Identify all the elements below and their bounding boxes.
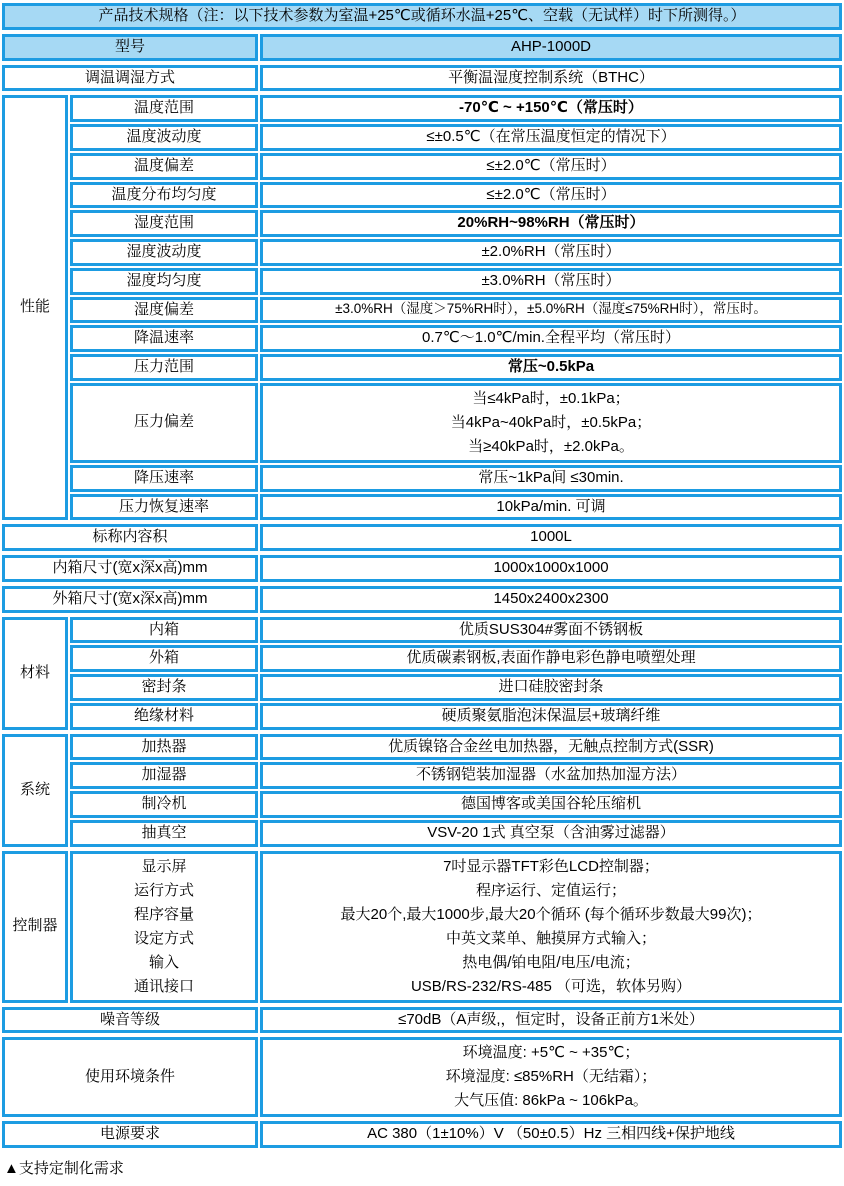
spec-row-value: ≤±2.0℃（常压时） [260, 182, 842, 209]
mode-label: 调温调湿方式 [2, 65, 258, 92]
pressure-deviation-line: 当4kPa~40kPa时，±0.5kPa； [450, 413, 652, 431]
page-title: 产品技术规格（注：以下技术参数为室温+25℃或循环水温+25℃、空载（无试样）时下所测得。） [2, 3, 842, 30]
volume-section [2, 524, 842, 551]
spec-row-value: 优质镍铬合金丝电加热器，无触点控制方式(SSR) [260, 734, 842, 761]
spec-row-value: ±3.0%RH（常压时） [260, 268, 842, 295]
spec-row-label: 压力偏差 [70, 383, 258, 463]
spec-row-label: 压力范围 [70, 354, 258, 381]
environment-section [2, 1037, 842, 1117]
spec-row-label: 降压速率 [70, 465, 258, 492]
spec-row-value [260, 383, 842, 463]
controller-group-label: 控制器 [2, 851, 68, 1003]
spec-row-value [260, 1037, 842, 1117]
spec-row-value: AC 380（1±10%）V （50±0.5）Hz 三相四线+保护地线 [260, 1121, 842, 1148]
spec-row-value: VSV-20 1式 真空泵（含油雾过滤器） [260, 820, 842, 847]
controller-label: 运行方式 [133, 881, 194, 899]
mode-value: 平衡温湿度控制系统（BTHC） [260, 65, 842, 92]
spec-row-value: 不锈钢铠装加湿器（水盆加热加湿方法） [260, 762, 842, 789]
controller-label: 通讯接口 [133, 977, 194, 995]
spec-row-value: 1000x1000x1000 [260, 555, 842, 582]
spec-row-label: 加热器 [70, 734, 258, 761]
controller-value: 程序运行、定值运行； [475, 881, 626, 899]
mode-section [2, 65, 842, 92]
spec-row-value: 20%RH~98%RH（常压时） [260, 210, 842, 237]
pressure-deviation-line: 当≤4kPa时，±0.1kPa； [472, 389, 630, 407]
spec-row-value: 进口硅胶密封条 [260, 674, 842, 701]
spec-row-value: 常压~0.5kPa [260, 354, 842, 381]
spec-row-value: ≤70dB（A声级,，恒定时，设备正前方1米处） [260, 1007, 842, 1034]
spec-row-value: 常压~1kPa间 ≤30min. [260, 465, 842, 492]
spec-row-label: 绝缘材料 [70, 703, 258, 730]
controller-labels [70, 851, 258, 1003]
spec-row-value: 德国博客或美国谷轮压缩机 [260, 791, 842, 818]
spec-row-label: 噪音等级 [2, 1007, 258, 1034]
spec-row-label: 标称内容积 [2, 524, 258, 551]
environment-line: 大气压值: 86kPa ~ 106kPa。 [454, 1092, 648, 1110]
customization-note: ▲支持定制化需求 [4, 1160, 124, 1177]
material-section [2, 617, 842, 730]
performance-group-label: 性能 [2, 95, 68, 520]
title-section [2, 3, 842, 30]
performance-section [2, 95, 842, 520]
power-section [2, 1121, 842, 1148]
controller-label: 程序容量 [133, 905, 194, 923]
spec-row-value: ≤±2.0℃（常压时） [260, 153, 842, 180]
spec-row-label: 外箱尺寸(宽x深x高)mm [2, 586, 258, 613]
spec-row-value: 1450x2400x2300 [260, 586, 842, 613]
spec-row-value: 优质SUS304#雾面不锈钢板 [260, 617, 842, 644]
spec-row-value: 1000L [260, 524, 842, 551]
model-label: 型号 [2, 34, 258, 61]
spec-row-label: 加湿器 [70, 762, 258, 789]
spec-row-label: 温度范围 [70, 95, 258, 122]
inner-size-section [2, 555, 842, 582]
spec-row-value: 0.7℃～1.0℃/min.全程平均（常压时） [260, 325, 842, 352]
controller-value: 中英文菜单、触摸屏方式输入； [445, 929, 656, 947]
controller-value: 热电偶/铂电阻/电压/电流； [462, 953, 640, 971]
spec-row-value: ±2.0%RH（常压时） [260, 239, 842, 266]
controller-label: 显示屏 [141, 857, 187, 875]
spec-row-label: 温度波动度 [70, 124, 258, 151]
spec-row-value: -70℃ ~ +150℃（常压时） [260, 95, 842, 122]
environment-line: 环境湿度: ≤85%RH（无结霜）； [445, 1068, 657, 1086]
spec-row-label: 使用环境条件 [2, 1037, 258, 1117]
model-section [2, 34, 842, 61]
spec-row-label: 湿度均匀度 [70, 268, 258, 295]
controller-values [260, 851, 842, 1003]
outer-size-section [2, 586, 842, 613]
pressure-deviation-line: 当≥40kPa时，±2.0kPa。 [468, 437, 634, 455]
controller-value: 最大20个,最大1000步,最大20个循环 (每个循环步数最大99次)； [340, 905, 762, 923]
spec-row-label: 湿度偏差 [70, 297, 258, 324]
spec-row-value: ±3.0%RH（湿度＞75%RH时），±5.0%RH（湿度≤75%RH时），常压时。 [260, 297, 842, 324]
environment-line: 环境温度: +5℃ ~ +35℃； [462, 1044, 640, 1062]
controller-label: 设定方式 [133, 929, 194, 947]
spec-row-label: 密封条 [70, 674, 258, 701]
spec-row-label: 湿度波动度 [70, 239, 258, 266]
noise-section [2, 1007, 842, 1034]
model-value: AHP-1000D [260, 34, 842, 61]
spec-row-label: 内箱 [70, 617, 258, 644]
system-group-label: 系统 [2, 734, 68, 847]
system-section [2, 734, 842, 847]
spec-row-label: 内箱尺寸(宽x深x高)mm [2, 555, 258, 582]
spec-row-label: 抽真空 [70, 820, 258, 847]
controller-value: USB/RS-232/RS-485 （可选，软体另购） [410, 977, 692, 995]
spec-row-label: 温度偏差 [70, 153, 258, 180]
spec-row-label: 电源要求 [2, 1121, 258, 1148]
controller-value: 7吋显示器TFT彩色LCD控制器； [443, 857, 659, 875]
controller-label: 输入 [148, 953, 179, 971]
material-group-label: 材料 [2, 617, 68, 730]
spec-row-label: 制冷机 [70, 791, 258, 818]
spec-row-label: 温度分布均匀度 [70, 182, 258, 209]
spec-row-value: 优质碳素钢板,表面作静电彩色静电喷塑处理 [260, 645, 842, 672]
controller-section [2, 851, 842, 1003]
spec-row-label: 降温速率 [70, 325, 258, 352]
spec-row-value: ≤±0.5℃（在常压温度恒定的情况下） [260, 124, 842, 151]
spec-row-value: 硬质聚氨脂泡沫保温层+玻璃纤维 [260, 703, 842, 730]
spec-row-label: 外箱 [70, 645, 258, 672]
spec-row-label: 湿度范围 [70, 210, 258, 237]
spec-row-label: 压力恢复速率 [70, 494, 258, 521]
spec-row-value: 10kPa/min. 可调 [260, 494, 842, 521]
